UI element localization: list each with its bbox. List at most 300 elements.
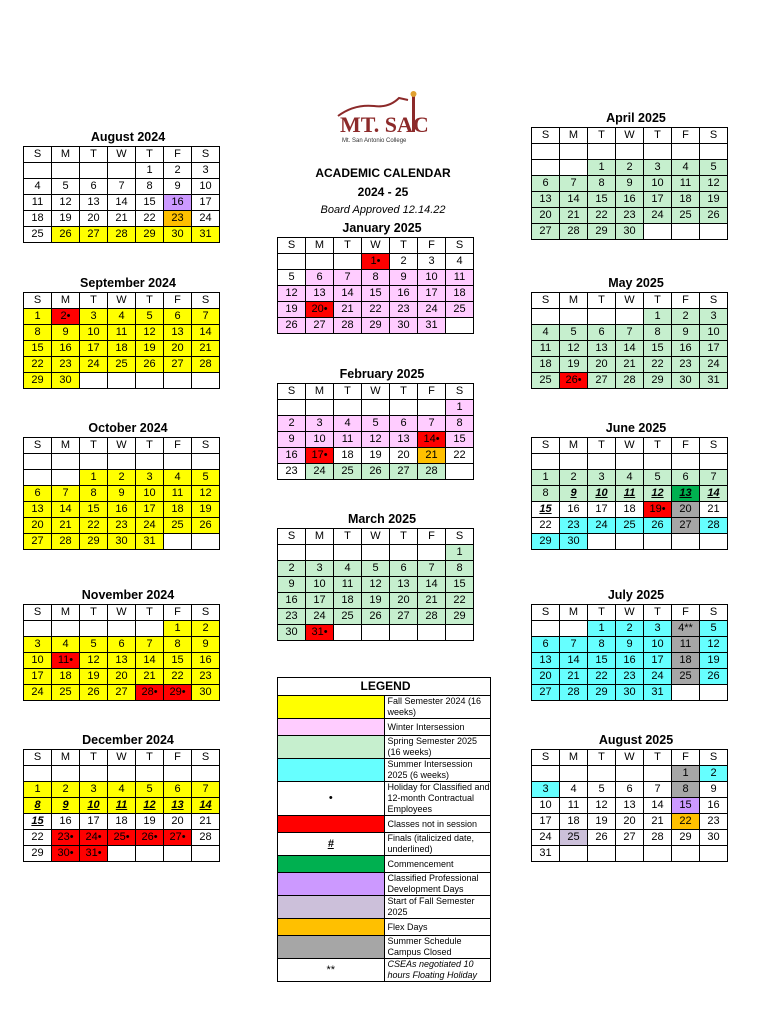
day-cell: 29 xyxy=(446,609,474,625)
legend-swatch xyxy=(278,696,385,719)
day-cell xyxy=(616,454,644,470)
day-cell: 9 xyxy=(192,637,220,653)
month-title: February 2025 xyxy=(339,367,425,381)
day-cell: 31 xyxy=(418,318,446,334)
day-cell xyxy=(616,766,644,782)
weekday-header: S xyxy=(700,438,728,454)
day-cell: 24 xyxy=(136,518,164,534)
day-cell xyxy=(644,454,672,470)
day-cell: 19 xyxy=(136,814,164,830)
day-cell xyxy=(80,454,108,470)
weekday-header: T xyxy=(644,438,672,454)
week-row xyxy=(278,432,474,448)
legend-label: Fall Semester 2024 (16 weeks) xyxy=(384,696,491,719)
day-cell: 28 xyxy=(560,685,588,701)
day-cell: 5 xyxy=(362,561,390,577)
legend-swatch xyxy=(278,736,385,759)
weekday-header: S xyxy=(278,384,306,400)
day-cell: 3 xyxy=(588,470,616,486)
legend-label: Classified Professional Development Days xyxy=(384,873,491,896)
legend xyxy=(277,677,491,982)
day-cell xyxy=(532,766,560,782)
day-cell: 19 xyxy=(278,302,306,318)
day-cell: 27• xyxy=(164,830,192,846)
day-cell xyxy=(136,373,164,389)
day-cell: 22 xyxy=(532,518,560,534)
weekday-header: F xyxy=(672,293,700,309)
day-cell: 21 xyxy=(560,208,588,224)
weekday-header: F xyxy=(418,529,446,545)
day-cell xyxy=(136,766,164,782)
day-cell: 3 xyxy=(644,621,672,637)
day-cell: 1 xyxy=(588,621,616,637)
legend-label: Summer Intersession 2025 (6 weeks) xyxy=(384,759,491,782)
legend-label: Classes not in session xyxy=(384,816,491,833)
college-logo xyxy=(334,86,434,152)
day-cell: 4 xyxy=(672,160,700,176)
day-cell: 24 xyxy=(24,685,52,701)
day-cell: 16 xyxy=(278,448,306,464)
day-cell: 14 xyxy=(334,286,362,302)
day-cell: 4 xyxy=(532,325,560,341)
week-row xyxy=(24,685,220,701)
day-cell: 8 xyxy=(644,325,672,341)
day-cell: 11 xyxy=(672,637,700,653)
day-cell: 30 xyxy=(616,685,644,701)
day-cell: 5 xyxy=(644,470,672,486)
day-cell: 16 xyxy=(700,798,728,814)
day-cell: 17 xyxy=(588,502,616,518)
day-cell xyxy=(278,545,306,561)
day-cell: 6 xyxy=(672,470,700,486)
day-cell: 7 xyxy=(644,782,672,798)
month-title: July 2025 xyxy=(607,588,665,602)
day-cell: 19 xyxy=(80,669,108,685)
day-cell: 25 xyxy=(24,227,52,243)
weekday-header: T xyxy=(80,605,108,621)
day-cell: 17 xyxy=(136,502,164,518)
day-cell: 2 xyxy=(616,160,644,176)
day-cell: 13 xyxy=(164,798,192,814)
day-cell: 26 xyxy=(52,227,80,243)
day-cell xyxy=(24,163,52,179)
day-cell: 14 xyxy=(136,653,164,669)
day-cell: 6 xyxy=(306,270,334,286)
day-cell: 6 xyxy=(532,176,560,192)
month-title: March 2025 xyxy=(347,512,417,526)
day-cell: 24 xyxy=(418,302,446,318)
weekday-header: S xyxy=(192,293,220,309)
weekday-header: T xyxy=(644,750,672,766)
weekday-header: S xyxy=(192,438,220,454)
week-row xyxy=(24,195,220,211)
day-cell: 29 xyxy=(644,373,672,389)
day-cell: 8 xyxy=(588,176,616,192)
day-cell xyxy=(532,144,560,160)
weekday-header: F xyxy=(418,238,446,254)
day-cell xyxy=(108,373,136,389)
day-cell: 16 xyxy=(108,502,136,518)
month-grid xyxy=(277,528,474,641)
weekday-header: T xyxy=(588,750,616,766)
weekday-header: S xyxy=(700,750,728,766)
weekday-header: S xyxy=(532,750,560,766)
day-cell: 14 xyxy=(52,502,80,518)
week-row xyxy=(532,534,728,550)
day-cell: 17 xyxy=(644,653,672,669)
weekday-header: F xyxy=(672,605,700,621)
day-cell: 24 xyxy=(80,357,108,373)
day-cell: 19• xyxy=(644,502,672,518)
day-cell xyxy=(80,621,108,637)
day-cell xyxy=(672,685,700,701)
day-cell: 28 xyxy=(560,224,588,240)
weekday-header: W xyxy=(108,750,136,766)
day-cell: 9 xyxy=(616,176,644,192)
day-cell: 3 xyxy=(306,561,334,577)
day-cell: 27 xyxy=(616,830,644,846)
week-row xyxy=(24,163,220,179)
legend-item xyxy=(278,759,491,782)
month-grid xyxy=(23,749,220,862)
day-cell: 25 xyxy=(446,302,474,318)
day-cell xyxy=(24,766,52,782)
day-cell: 27 xyxy=(532,685,560,701)
day-cell: 19 xyxy=(700,192,728,208)
month-grid xyxy=(531,749,728,862)
week-row xyxy=(278,448,474,464)
week-row xyxy=(532,309,728,325)
day-cell: 22 xyxy=(588,669,616,685)
day-cell: 11 xyxy=(334,577,362,593)
weekday-header: S xyxy=(700,605,728,621)
day-cell: 8 xyxy=(24,325,52,341)
day-cell: 15 xyxy=(24,341,52,357)
day-cell: 27 xyxy=(80,227,108,243)
day-cell: 21 xyxy=(136,669,164,685)
legend-swatch: ** xyxy=(278,959,385,982)
weekday-header: M xyxy=(560,750,588,766)
week-row xyxy=(24,830,220,846)
weekday-header: T xyxy=(80,293,108,309)
day-cell: 16 xyxy=(52,341,80,357)
week-row xyxy=(24,373,220,389)
week-row xyxy=(532,192,728,208)
day-cell: 12 xyxy=(136,798,164,814)
day-cell xyxy=(644,534,672,550)
weekday-header: W xyxy=(362,238,390,254)
weekday-header: S xyxy=(24,438,52,454)
day-cell: 14 xyxy=(700,486,728,502)
day-cell: 10 xyxy=(700,325,728,341)
day-cell: 10 xyxy=(418,270,446,286)
day-cell: 23• xyxy=(52,830,80,846)
day-cell: 27 xyxy=(306,318,334,334)
day-cell: 25 xyxy=(532,373,560,389)
day-cell: 27 xyxy=(532,224,560,240)
day-cell: 5 xyxy=(700,621,728,637)
day-cell: 19 xyxy=(52,211,80,227)
day-cell xyxy=(108,766,136,782)
day-cell: 22 xyxy=(672,814,700,830)
day-cell xyxy=(136,621,164,637)
day-cell: 15 xyxy=(80,502,108,518)
day-cell: 3 xyxy=(192,163,220,179)
day-cell: 1 xyxy=(588,160,616,176)
day-cell: 10 xyxy=(136,486,164,502)
week-row xyxy=(278,625,474,641)
day-cell: 11 xyxy=(672,176,700,192)
week-row xyxy=(278,561,474,577)
day-cell: 31• xyxy=(80,846,108,862)
legend-swatch xyxy=(278,856,385,873)
weekday-header: W xyxy=(616,293,644,309)
day-cell xyxy=(560,766,588,782)
day-cell xyxy=(616,309,644,325)
week-row xyxy=(532,846,728,862)
day-cell: 20 xyxy=(616,814,644,830)
day-cell: 12 xyxy=(278,286,306,302)
legend-item xyxy=(278,896,491,919)
day-cell: 25 xyxy=(672,208,700,224)
day-cell: 21 xyxy=(52,518,80,534)
month-grid xyxy=(23,437,220,550)
month-calendar xyxy=(531,733,728,862)
day-cell: 16 xyxy=(278,593,306,609)
day-cell: 11 xyxy=(334,432,362,448)
day-cell: 1 xyxy=(672,766,700,782)
day-cell: 27 xyxy=(108,685,136,701)
day-cell: 29 xyxy=(80,534,108,550)
calendar-year: 2024 - 25 xyxy=(357,185,409,199)
legend-item xyxy=(278,873,491,896)
legend-swatch: # xyxy=(278,833,385,856)
week-row xyxy=(278,302,474,318)
day-cell: 4 xyxy=(108,309,136,325)
weekday-header: F xyxy=(164,147,192,163)
day-cell xyxy=(672,224,700,240)
week-row xyxy=(278,286,474,302)
day-cell: 28 xyxy=(616,373,644,389)
day-cell: 20 xyxy=(24,518,52,534)
week-row xyxy=(24,179,220,195)
day-cell xyxy=(672,144,700,160)
weekday-header: F xyxy=(164,438,192,454)
month-grid xyxy=(23,292,220,389)
day-cell: 28 xyxy=(192,830,220,846)
legend-item xyxy=(278,736,491,759)
legend-swatch xyxy=(278,816,385,833)
weekday-header: M xyxy=(52,293,80,309)
week-row xyxy=(278,416,474,432)
day-cell xyxy=(700,224,728,240)
day-cell: 2 xyxy=(164,163,192,179)
day-cell xyxy=(362,545,390,561)
day-cell: 26 xyxy=(278,318,306,334)
day-cell: 11 xyxy=(532,341,560,357)
day-cell xyxy=(532,160,560,176)
day-cell: 31 xyxy=(136,534,164,550)
weekday-header: F xyxy=(672,128,700,144)
day-cell: 9 xyxy=(52,325,80,341)
day-cell xyxy=(108,454,136,470)
day-cell: 3 xyxy=(700,309,728,325)
legend-item xyxy=(278,696,491,719)
day-cell: 18 xyxy=(446,286,474,302)
day-cell xyxy=(164,534,192,550)
day-cell: 4 xyxy=(616,470,644,486)
day-cell: 28 xyxy=(418,609,446,625)
day-cell xyxy=(560,309,588,325)
day-cell: 2 xyxy=(52,782,80,798)
day-cell: 18 xyxy=(52,669,80,685)
day-cell: 6 xyxy=(108,637,136,653)
weekday-header: S xyxy=(278,529,306,545)
day-cell: 7 xyxy=(560,637,588,653)
day-cell: 16 xyxy=(390,286,418,302)
week-row xyxy=(532,325,728,341)
month-calendar xyxy=(277,221,474,334)
day-cell: 11 xyxy=(164,486,192,502)
day-cell: 15 xyxy=(362,286,390,302)
day-cell xyxy=(446,318,474,334)
day-cell xyxy=(334,400,362,416)
week-row xyxy=(532,208,728,224)
month-calendar xyxy=(277,367,474,480)
legend-label: Start of Fall Semester 2025 xyxy=(384,896,491,919)
day-cell: 14 xyxy=(192,798,220,814)
day-cell: 13 xyxy=(80,195,108,211)
legend-title: LEGEND xyxy=(278,678,491,696)
day-cell: 16 xyxy=(192,653,220,669)
day-cell: 19 xyxy=(700,653,728,669)
weekday-header: F xyxy=(164,293,192,309)
day-cell: 9 xyxy=(278,577,306,593)
day-cell xyxy=(52,454,80,470)
day-cell: 23 xyxy=(52,357,80,373)
day-cell: 11 xyxy=(108,798,136,814)
day-cell xyxy=(80,373,108,389)
day-cell: 23 xyxy=(616,669,644,685)
day-cell xyxy=(672,846,700,862)
day-cell: 26 xyxy=(136,357,164,373)
week-row xyxy=(532,669,728,685)
day-cell: 1 xyxy=(24,309,52,325)
day-cell: 7 xyxy=(334,270,362,286)
day-cell: 14 xyxy=(560,653,588,669)
day-cell xyxy=(644,766,672,782)
day-cell: 26 xyxy=(192,518,220,534)
day-cell xyxy=(588,766,616,782)
logo-graphic xyxy=(334,86,434,152)
day-cell: 8 xyxy=(136,179,164,195)
day-cell xyxy=(108,163,136,179)
day-cell xyxy=(644,224,672,240)
legend-item xyxy=(278,856,491,873)
day-cell: 15 xyxy=(588,192,616,208)
day-cell: 19 xyxy=(362,593,390,609)
day-cell: 2 xyxy=(278,561,306,577)
weekday-header: M xyxy=(52,438,80,454)
day-cell xyxy=(700,846,728,862)
day-cell: 23 xyxy=(616,208,644,224)
week-row xyxy=(532,798,728,814)
day-cell xyxy=(446,464,474,480)
day-cell: 4 xyxy=(334,416,362,432)
week-row xyxy=(278,464,474,480)
month-calendar xyxy=(23,421,220,550)
month-title: June 2025 xyxy=(605,421,667,435)
day-cell: 27 xyxy=(390,609,418,625)
day-cell xyxy=(192,534,220,550)
day-cell xyxy=(672,534,700,550)
weekday-header: F xyxy=(418,384,446,400)
day-cell: 12 xyxy=(80,653,108,669)
day-cell: 10 xyxy=(532,798,560,814)
week-row xyxy=(532,160,728,176)
month-grid xyxy=(277,237,474,334)
calendar-title: ACADEMIC CALENDAR xyxy=(315,166,451,180)
day-cell xyxy=(334,545,362,561)
day-cell: 5 xyxy=(52,179,80,195)
weekday-header: W xyxy=(108,147,136,163)
day-cell: 12 xyxy=(700,176,728,192)
day-cell: 18 xyxy=(334,593,362,609)
weekday-header: S xyxy=(24,147,52,163)
day-cell: 13 xyxy=(390,432,418,448)
day-cell: 12 xyxy=(192,486,220,502)
legend-label: Holiday for Classified and 12-month Contractual Employees xyxy=(384,782,491,816)
weekday-header: T xyxy=(588,293,616,309)
day-cell: 25 xyxy=(672,669,700,685)
day-cell xyxy=(644,144,672,160)
weekday-header: T xyxy=(136,438,164,454)
day-cell: 4 xyxy=(164,470,192,486)
day-cell: 22 xyxy=(446,448,474,464)
day-cell: 22 xyxy=(24,357,52,373)
day-cell xyxy=(700,454,728,470)
day-cell: 29 xyxy=(588,685,616,701)
day-cell: 17 xyxy=(80,341,108,357)
day-cell xyxy=(390,400,418,416)
weekday-header: M xyxy=(560,438,588,454)
month-calendar xyxy=(23,130,220,243)
weekday-header: M xyxy=(560,605,588,621)
day-cell: 2 xyxy=(390,254,418,270)
day-cell: 23 xyxy=(278,609,306,625)
day-cell xyxy=(24,470,52,486)
day-cell: 10 xyxy=(24,653,52,669)
week-row xyxy=(532,357,728,373)
day-cell xyxy=(672,454,700,470)
day-cell xyxy=(700,144,728,160)
day-cell xyxy=(700,685,728,701)
month-title: January 2025 xyxy=(342,221,422,235)
day-cell: 14 xyxy=(644,798,672,814)
day-cell: 26 xyxy=(644,518,672,534)
week-row xyxy=(532,766,728,782)
day-cell: 13 xyxy=(616,798,644,814)
day-cell: 2• xyxy=(52,309,80,325)
day-cell xyxy=(164,766,192,782)
weekday-header: T xyxy=(644,605,672,621)
day-cell: 15 xyxy=(532,502,560,518)
week-row xyxy=(24,653,220,669)
day-cell: 9 xyxy=(560,486,588,502)
day-cell: 26 xyxy=(700,208,728,224)
weekday-header: T xyxy=(390,238,418,254)
weekday-header: T xyxy=(334,238,362,254)
